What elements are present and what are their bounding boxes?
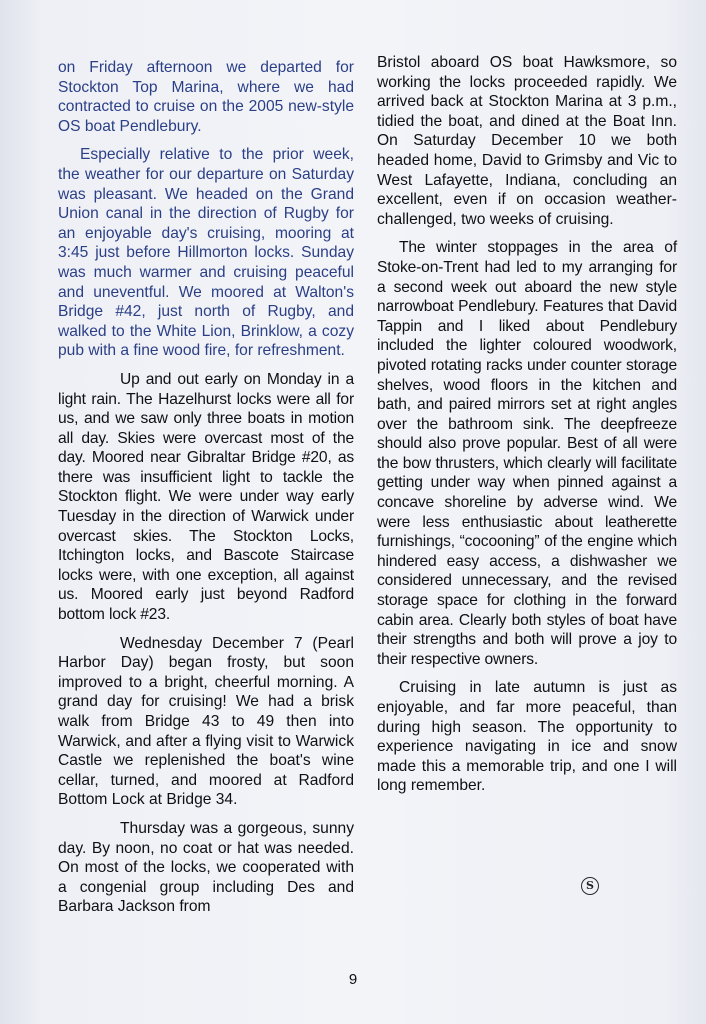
paragraph: Bristol aboard OS boat Hawksmore, so working the locks proceeded rapidly. We arrived back at Stockton Marina at 3 p.m., tidied the boat, and dined at the Boat Inn. On Saturday December 10 we both headed home, David to Grimsby and Vic to West Lafayette, Indiana, concluding an excellent, even if on occasion weather-challenged, two weeks of cruising. [377,54,677,228]
left-column [58,58,354,926]
paragraph: on Friday afternoon we departed for Stockton Top Marina, where we had contracted to cruise on the 2005 new-style OS boat Pendlebury. [58,59,354,135]
paragraph: The winter stoppages in the area of Stoke-on-Trent had led to my arranging for a second week out aboard the new style narrowboat Pendlebury. Features that David Tappin and I liked about Pendlebury included the lighter coloured woodwork, pivoted rotating racks under counter storage shelves, wood floors in the kitchen and bath, and paired mirrors set at right angles over the bathroom sink. The deepfreeze should also prove popular. Best of all were the bow thrusters, which clearly will facilitate getting under way when pinned against a concave shoreline by adverse wind. We were less enthusiastic about leatherette furnishings, “cocooning” of the engine which hindered easy access, a dishwasher we considered unnecessary, and the revised storage space for clothing in the forward cabin area. Clearly both styles of boat have their strengths and both will prove a joy to their respective owners. [377,239,677,668]
paragraph: Up and out early on Monday in a light rain. The Hazelhurst locks were all for us, and we saw only three boats in motion all day. Skies were overcast most of the day. Moored near Gibraltar Bridge #20, as there was insufficient light to tackle the Stockton flight. We were under way early Tuesday in the direction of Warwick under overcast skies. The Stockton Locks, Itchington locks, and Bascote Staircase locks were, with one exception, all against us. Moored early just beyond Radford bottom lock #23. [58,370,354,624]
right-column [377,53,677,805]
end-of-article-emblem-icon: S [581,877,599,895]
paragraph: Especially relative to the prior week, the weather for our departure on Saturday was pleasant. We headed on the Grand Union canal in the direction of Rugby for an enjoyable day's cruising, mooring at 3:45 just before Hillmorton locks. Sunday was much warmer and cruising peaceful and uneventful. We moored at Walton's Bridge #42, just north of Rugby, and walked to the White Lion, Brinklow, a cozy pub with a fine wood fire, for refreshment. [58,146,354,360]
paragraph: Cruising in late autumn is just as enjoyable, and far more peaceful, than during high season. The opportunity to experience navigating in ice and snow made this a memorable trip, and one I will long remember. [377,679,677,795]
paragraph: Wednesday December 7 (Pearl Harbor Day) began frosty, but soon improved to a bright, cheerful morning. A grand day for cruising! We had a brisk walk from Bridge 43 to 49 then into Warwick, and after a flying visit to Warwick Castle we replenished the boat's wine cellar, turned, and moored at Radford Bottom Lock at Bridge 34. [58,634,354,809]
page-number: 9 [348,971,358,988]
paragraph: Thursday was a gorgeous, sunny day. By noon, no coat or hat was needed. On most of the locks, we cooperated with a congenial group including Des and Barbara Jackson from [58,819,354,916]
